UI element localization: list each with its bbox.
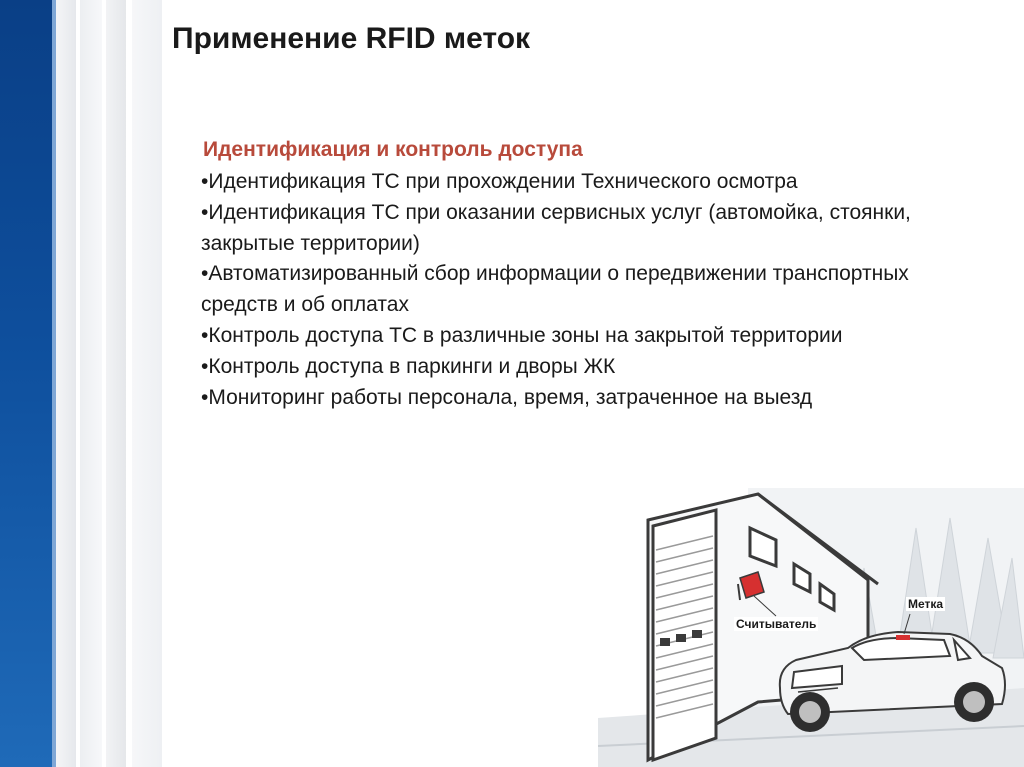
section-subtitle: Идентификация и контроль доступа	[203, 138, 583, 161]
reader-label: Считыватель	[736, 617, 817, 631]
blue-stripe	[0, 0, 52, 767]
rfid-gate-illustration	[598, 488, 1024, 767]
tag-label: Метка	[908, 597, 944, 611]
bullet-item: •Идентификация ТС при прохождении Технического осмотра	[201, 170, 798, 193]
bullet-list	[201, 167, 921, 413]
bullet-item: •Контроль доступа ТС в различные зоны на закрытой территории	[201, 323, 843, 347]
slide-title: Применение RFID меток	[172, 22, 531, 55]
bullet-item: •Мониторинг работы персонала, время, затраченное на выезд	[201, 385, 813, 409]
gray-stripe	[132, 0, 162, 767]
decorative-sidebar	[0, 0, 165, 767]
gray-stripe	[56, 0, 76, 767]
bullet-item: •Автоматизированный сбор информации о передвижении транспортных средств и об оплатах	[201, 262, 909, 317]
bullet-item: •Идентификация ТС при оказании сервисных услуг (автомойка, стоянки, закрытые территории)	[201, 200, 911, 255]
gray-stripe	[80, 0, 102, 767]
gray-stripe	[106, 0, 126, 767]
bullet-item: •Контроль доступа в паркинги и дворы ЖК	[201, 354, 616, 378]
